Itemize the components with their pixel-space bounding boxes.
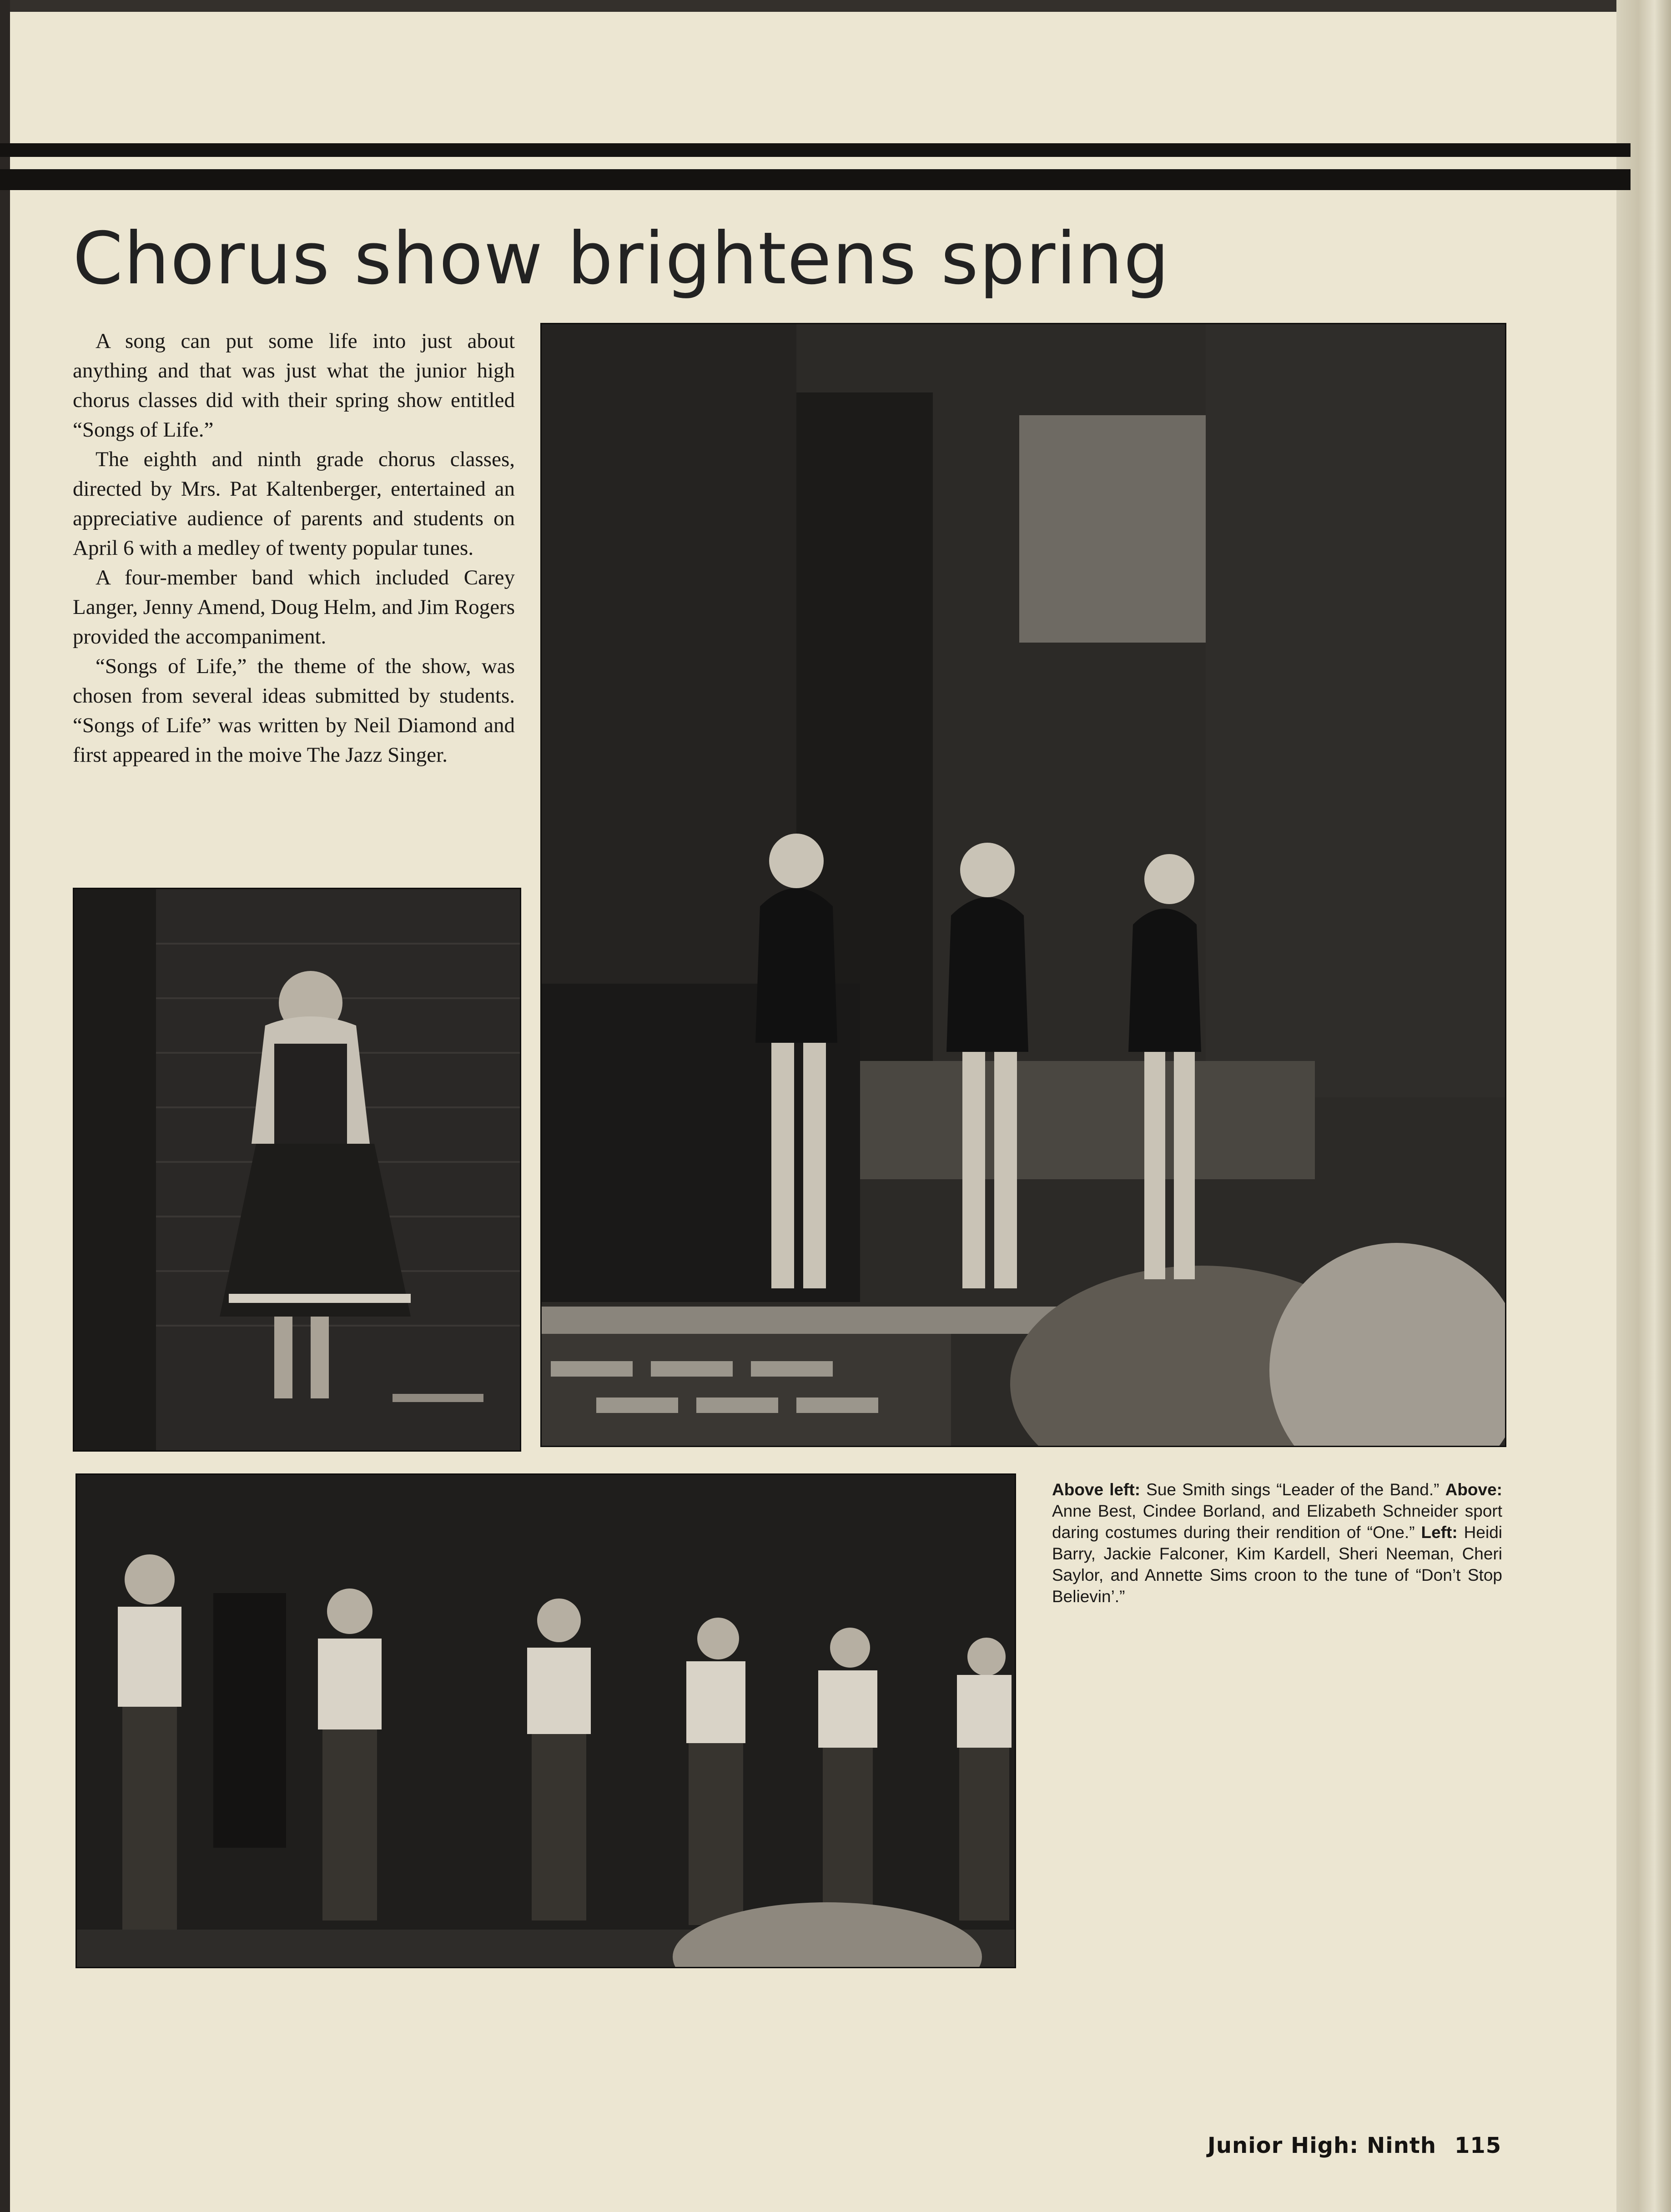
page-binding — [1616, 0, 1671, 2212]
caption-label-above: Above: — [1445, 1480, 1502, 1499]
header-rule-thick — [0, 169, 1631, 190]
photo-trio-on-stage — [540, 323, 1506, 1447]
section-label: Junior High: Ninth — [1208, 2133, 1436, 2158]
caption-text-above-left: Sue Smith sings “Leader of the Band.” — [1146, 1480, 1439, 1499]
page-top-edge — [0, 0, 1671, 12]
article-body — [73, 327, 515, 770]
caption-label-left: Left: — [1421, 1523, 1458, 1542]
page-left-edge — [0, 0, 10, 2212]
article-headline: Chorus show brightens spring — [73, 217, 1170, 301]
header-rule-thin — [0, 143, 1631, 157]
photo-caption — [1052, 1479, 1502, 1607]
article-paragraph: A song can put some life into just about anything and that was just what the junior high chorus classes did with their spring show entitled “Songs of Life.” — [73, 329, 515, 442]
caption-text-left: Heidi Barry, Jackie Falconer, Kim Kardell, Sheri Neeman, Cheri Saylor, and Annette Sims croon to the tune of “Don’t Stop Believin’.” — [1052, 1523, 1502, 1606]
page-footer — [1208, 2133, 1501, 2158]
article-paragraph: “Songs of Life,” the theme of the show, was chosen from several ideas submitted by students. “Songs of Life” was written by Neil Diamond and first appeared in the moive The Jazz Singer. — [73, 654, 515, 767]
photo-ensemble-line — [75, 1473, 1016, 1968]
caption-label-above-left: Above left: — [1052, 1480, 1141, 1499]
page-number: 115 — [1455, 2133, 1502, 2158]
caption-text-above: Anne Best, Cindee Borland, and Elizabeth Schneider sport daring costumes during their rendition of “One.” — [1052, 1502, 1502, 1542]
article-paragraph: A four-member band which included Carey Langer, Jenny Amend, Doug Helm, and Jim Rogers provided the accompaniment. — [73, 566, 515, 649]
article-paragraph: The eighth and ninth grade chorus classes, directed by Mrs. Pat Kaltenberger, entertained an appreciative audience of parents and students on April 6 with a medley of twenty popular tunes. — [73, 447, 515, 560]
photo-soloist — [73, 888, 521, 1452]
